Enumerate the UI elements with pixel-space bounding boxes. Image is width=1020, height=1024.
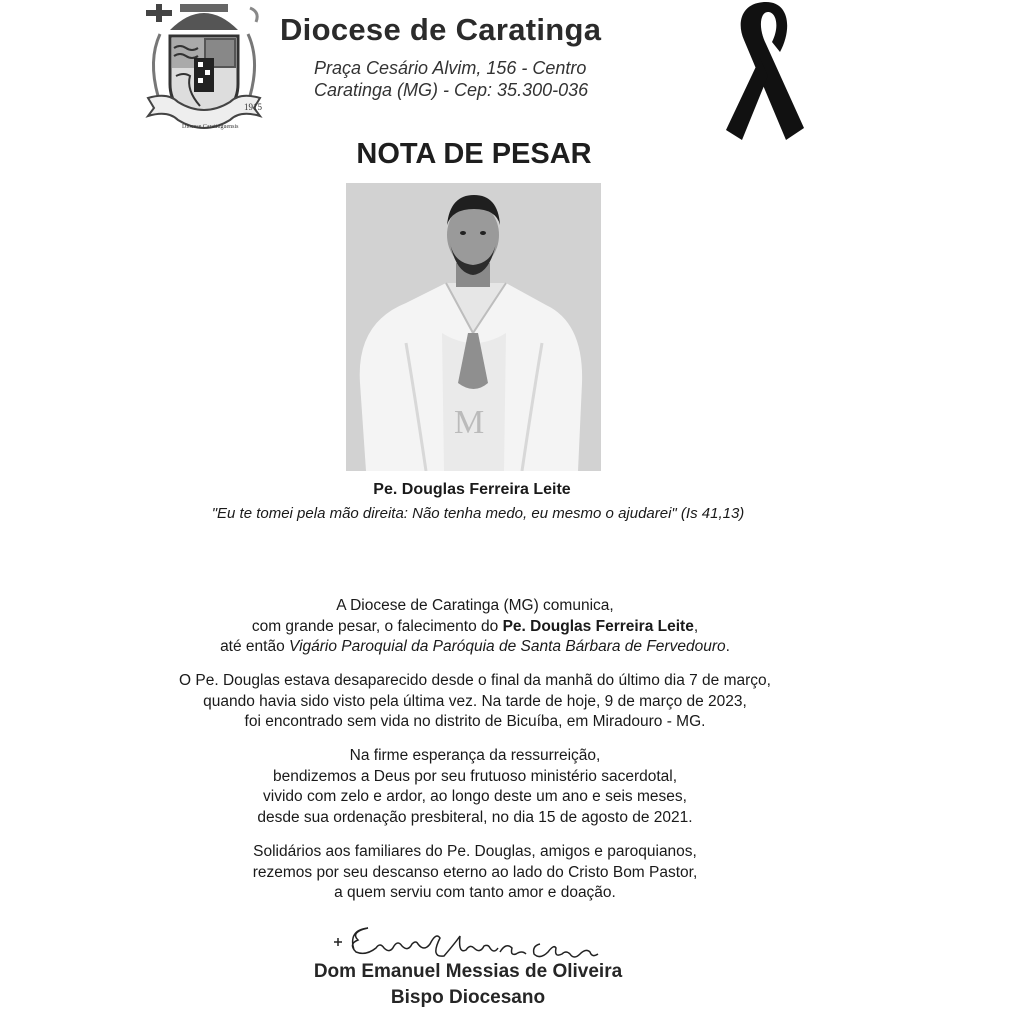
parish-title: Vigário Paroquial da Paróquia de Santa Bárbara de Fervedouro	[289, 638, 726, 655]
coat-year: 1915	[244, 102, 262, 112]
paragraph-line: Solidários aos familiares do Pe. Douglas, amigos e paroquianos,	[253, 843, 697, 860]
paragraph-line: vivido com zelo e ardor, ao longo deste um ano e seis meses,	[263, 788, 687, 805]
paragraph-line: A Diocese de Caratinga (MG) comunica,	[336, 597, 614, 614]
paragraph-line	[100, 617, 850, 638]
paragraph-line: O Pe. Douglas estava desaparecido desde o final da manhã do último dia 7 de março,	[179, 672, 771, 689]
page-title: NOTA DE PESAR	[356, 138, 592, 170]
svg-text:M: M	[454, 404, 485, 441]
paragraph-circumstances	[100, 671, 850, 733]
text-run: ,	[693, 617, 699, 635]
paragraph-line: desde sua ordenação presbiteral, no dia 15 de agosto de 2021.	[257, 808, 693, 826]
black-ribbon-icon	[722, 0, 808, 145]
paragraph-prayer	[100, 842, 850, 904]
text-run: .	[725, 638, 730, 655]
priest-name-inline: Pe. Douglas Ferreira Leite	[502, 617, 694, 635]
text-run: com grande pesar, o falecimento do	[251, 617, 503, 635]
paragraph-line: rezemos por seu descanso eterno ao lado do Cristo Bom Pastor,	[252, 863, 698, 881]
address-line-2: Caratinga (MG) - Cep: 35.300-036	[314, 80, 589, 100]
diocese-name: Diocese de Caratinga	[280, 12, 602, 47]
bible-verse: "Eu te tomei pela mão direita: Não tenha medo, eu mesmo o ajudarei" (Is 41,13)	[211, 505, 745, 522]
paragraph-announcement	[100, 596, 850, 658]
paragraph-line: quando havia sido visto pela última vez. Na tarde de hoje, 9 de março de 2023,	[203, 692, 747, 710]
paragraph-line: a quem serviu com tanto amor e doação.	[334, 884, 616, 901]
address-line-1: Praça Cesário Alvim, 156 - Centro	[314, 58, 587, 78]
coat-motto: Diocese Caratinguensis	[182, 124, 239, 130]
text-run: até então	[220, 638, 290, 655]
paragraph-line: foi encontrado sem vida no distrito de Bicuíba, em Miradouro - MG.	[244, 713, 706, 730]
bishop-title: Bispo Diocesano	[390, 987, 546, 1008]
coat-of-arms-icon	[140, 0, 268, 140]
bishop-name: Dom Emanuel Messias de Oliveira	[313, 961, 623, 982]
paragraph-line	[100, 637, 850, 658]
paragraph-line: bendizemos a Deus por seu frutuoso ministério sacerdotal,	[272, 767, 678, 785]
paragraph-ministry	[100, 746, 850, 828]
paragraph-line: Na firme esperança da ressurreição,	[349, 747, 601, 764]
priest-name: Pe. Douglas Ferreira Leite	[373, 481, 571, 498]
priest-photo	[346, 183, 601, 471]
